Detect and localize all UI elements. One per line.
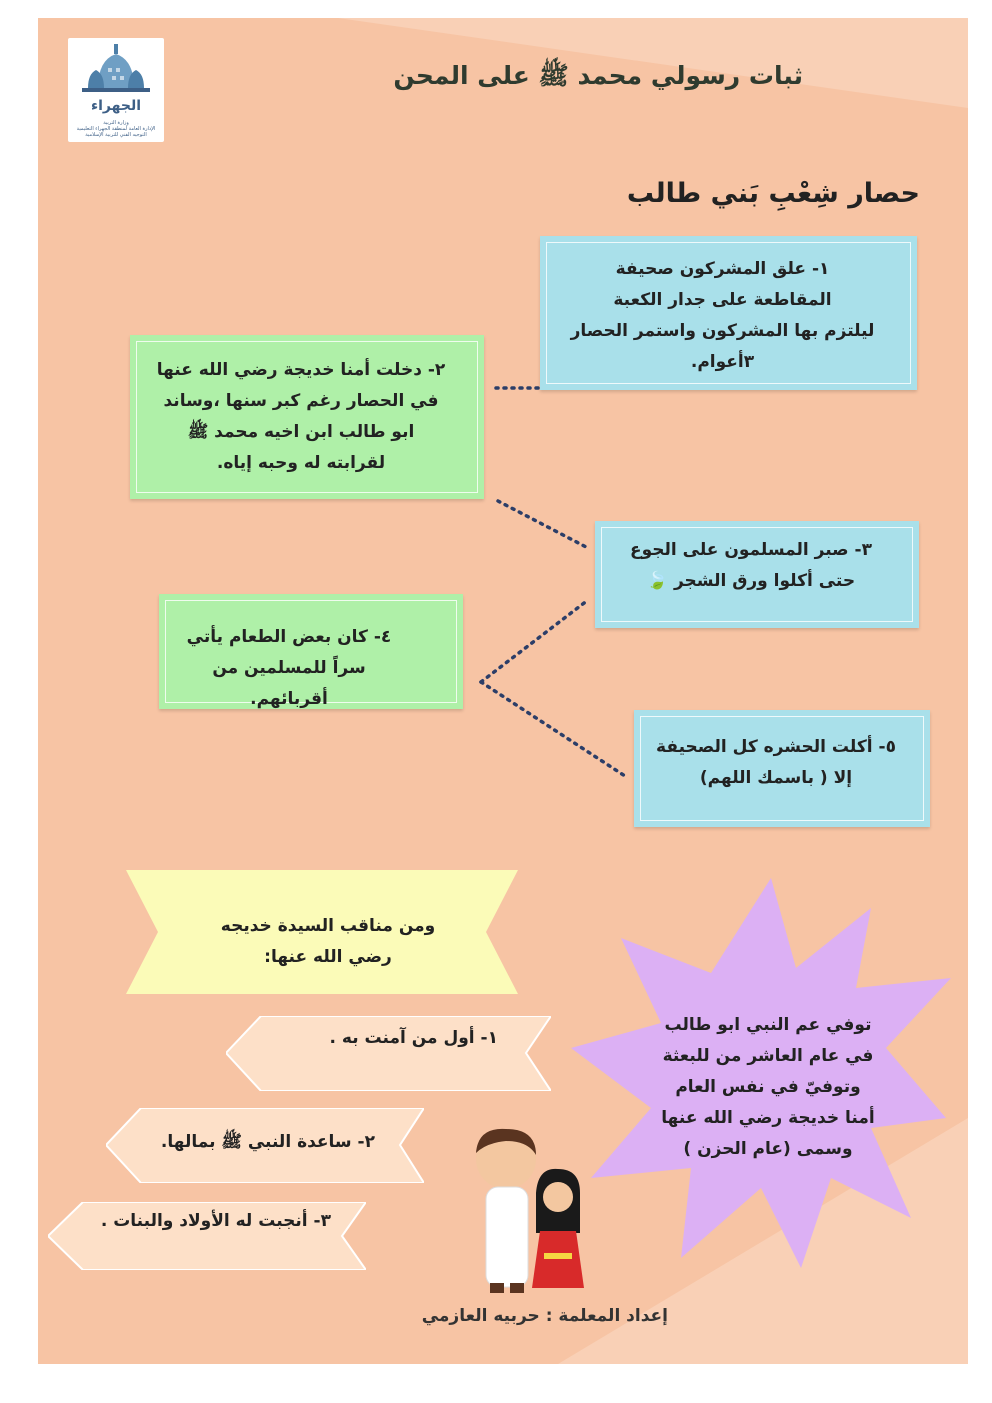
connector-2-3 xyxy=(498,501,588,548)
teacher-credit: إعداد المعلمة : حربيه العازمي xyxy=(421,1306,668,1326)
fact-box-1: ١- علق المشركون صحيفة المقاطعة على جدار الكعبة ليلتزم بها المشركون واستمر الحصار ٣أعوام. xyxy=(540,236,917,390)
virtue-2: ٢- ساعدة النبي ﷺ بمالها. xyxy=(160,1132,375,1152)
section-subtitle: حصار شِعْبِ بَني طالب xyxy=(626,178,920,209)
connector-4-5 xyxy=(481,682,628,778)
fact-box-5: ٥- أكلت الحشره كل الصحيفة إلا ( باسمك اللهم) xyxy=(634,710,930,827)
fact-box-4: ٤- كان بعض الطعام يأتي سراً للمسلمين من أقربائهم. xyxy=(159,594,463,709)
fact-box-3: ٣- صبر المسلمون على الجوع حتى أكلوا ورق الشجر 🍃 xyxy=(595,521,919,628)
virtues-heading: ومن مناقب السيدة خديجه رضي الله عنها: xyxy=(220,916,436,967)
virtue-3: ٣- أنجبت له الأولاد والبنات . xyxy=(100,1211,331,1231)
connector-4-3 xyxy=(481,600,588,682)
logo-subtitle: وزارة التربية الإدارة العامة لمنطقة الجهراء التعليمية التوجيه الفني للتربية الإسلامية xyxy=(76,120,156,138)
children-illustration xyxy=(458,1123,598,1298)
logo-name: الجهراء xyxy=(90,98,142,114)
poster-page xyxy=(38,18,968,1364)
announcement-text: توفي عم النبي ابو طالب في عام العاشر من للبعثة وتوفيّ في نفس العام أمنا خديجة رضي الله عنها وسمى (عام الحزن ) xyxy=(661,1015,875,1159)
virtue-1: ١- أول من آمنت به . xyxy=(329,1028,498,1048)
fact-box-2: ٢- دخلت أمنا خديجة رضي الله عنها في الحصار رغم كبر سنها ،وساند ابو طالب ابن اخيه محمد ﷺ لقرابته له وحبه إياه. xyxy=(130,335,484,499)
page-title: ثبات رسولي محمد ﷺ على المحن xyxy=(393,61,803,90)
